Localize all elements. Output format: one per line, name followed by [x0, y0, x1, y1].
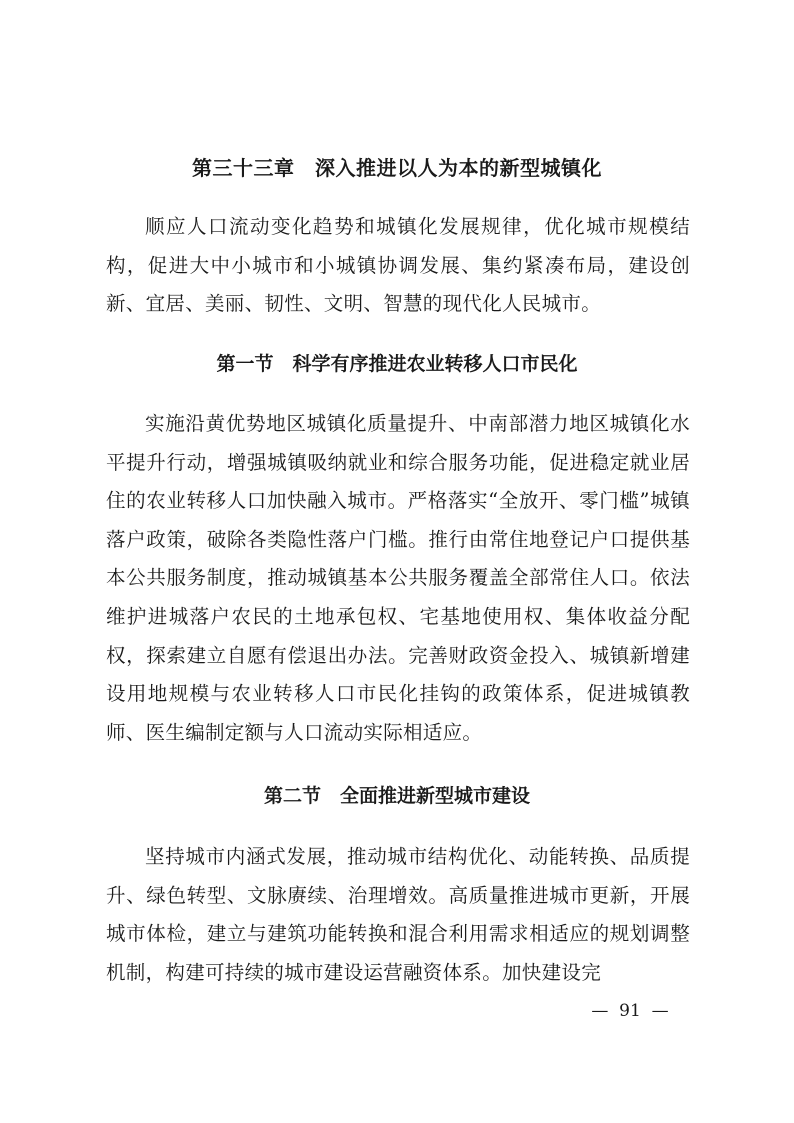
section-2-paragraph: 坚持城市内涵式发展，推动城市结构优化、动能转换、品质提升、绿色转型、文脉赓续、治理增效。高质量推进城市更新，开展城市体检，建立与建筑功能转换和混合利用需求相适应的规划调整机制，构建可持续的城市建设运营融资体系。加快建设完: [106, 845, 690, 984]
chapter-intro-paragraph: 顺应人口流动变化趋势和城镇化发展规律，优化城市规模结构，促进大中小城市和小城镇协调发展、集约紧凑布局，建设创新、宜居、美丽、韧性、文明、智慧的现代化人民城市。: [106, 215, 690, 316]
chapter-title: 第三十三章 深入推进以人为本的新型城镇化: [192, 156, 602, 180]
section-2-title: 第二节 全面推进新型城市建设: [263, 785, 530, 807]
section-1-paragraph: 实施沿黄优势地区城镇化质量提升、中南部潜力地区城镇化水平提升行动，增强城镇吸纳就业和综合服务功能，促进稳定就业居住的农业转移人口加快融入城市。严格落实“全放开、零门槛”城镇落户政策，破除各类隐性落户门槛。推行由常住地登记户口提供基本公共服务制度，推动城镇基本公共服务覆盖全部常住人口。依法维护进城落户农民的土地承包权、宅基地使用权、集体收益分配权，探索建立自愿有偿退出办法。完善财政资金投入、城镇新增建设用地规模与农业转移人口市民化挂钩的政策体系，促进城镇教师、医生编制定额与人口流动实际相适应。: [106, 412, 690, 744]
page-number: — 91 —: [591, 1001, 669, 1021]
section-1-title: 第一节 科学有序推进农业转移人口市民化: [216, 353, 578, 375]
